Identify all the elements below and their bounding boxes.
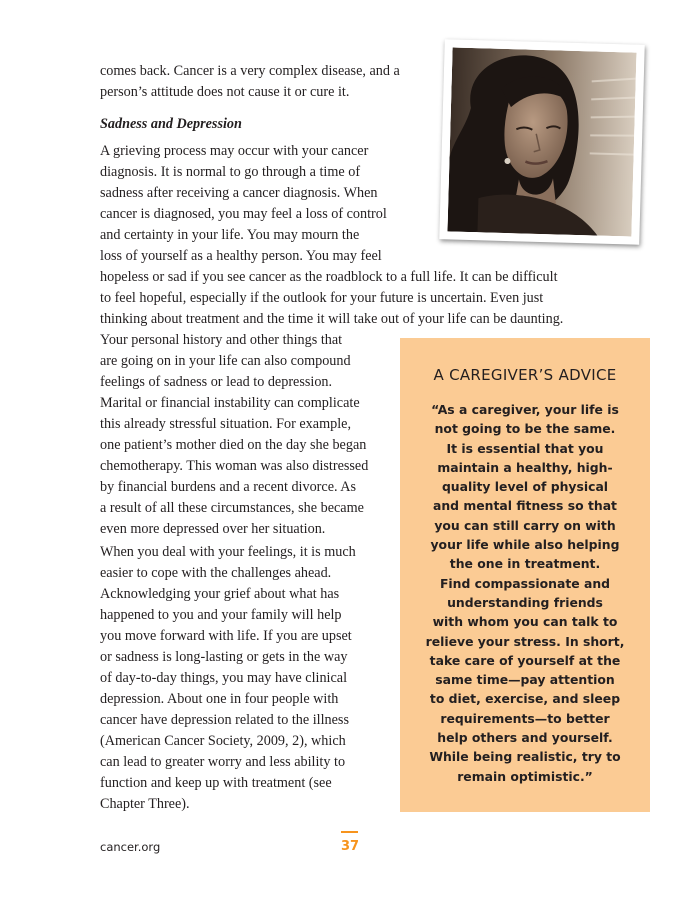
quote-line: take care of yourself at the bbox=[429, 652, 621, 668]
text-line: to feel hopeful, especially if the outlook for your future is uncertain. Even just bbox=[100, 290, 544, 306]
text-line: and certainty in your life. You may mourn the bbox=[100, 227, 360, 243]
text-line: (American Cancer Society, 2009, 2), which bbox=[100, 733, 346, 749]
text-line: can lead to greater worry and less ability to bbox=[100, 754, 346, 770]
quote-line: maintain a healthy, high- bbox=[437, 459, 613, 475]
text-line: depression. About one in four people with bbox=[100, 691, 339, 707]
quote-line: help others and yourself. bbox=[437, 730, 613, 746]
quote-line: you can still carry on with bbox=[434, 517, 616, 533]
quote-line: the one in treatment. bbox=[449, 556, 601, 572]
sidebar-title: A CAREGIVER’S ADVICE bbox=[433, 366, 617, 384]
text-line: When you deal with your feelings, it is much bbox=[100, 544, 356, 560]
quote-line: and mental fitness so that bbox=[433, 498, 617, 514]
caregiver-advice-sidebar bbox=[400, 338, 650, 812]
woman-portrait-photo bbox=[439, 39, 645, 245]
photo-image bbox=[447, 47, 636, 236]
quote-line: same time—pay attention bbox=[435, 672, 615, 688]
text-line: loss of yourself as a healthy person. You may feel bbox=[100, 248, 382, 264]
quote-line: with whom you can talk to bbox=[432, 614, 618, 630]
footer-website: cancer.org bbox=[100, 840, 161, 854]
page-number-rule bbox=[341, 831, 358, 833]
text-line: a result of all these circumstances, she became bbox=[100, 500, 364, 516]
text-line: A grieving process may occur with your cancer bbox=[100, 143, 369, 159]
quote-line: not going to be the same. bbox=[434, 421, 616, 437]
text-line: easier to cope with the challenges ahead. bbox=[100, 565, 332, 581]
text-line: even more depressed over her situation. bbox=[100, 521, 326, 537]
quote-line: “As a caregiver, your life is bbox=[431, 402, 619, 417]
text-line: cancer is diagnosed, you may feel a loss of control bbox=[100, 206, 387, 222]
quote-line: While being realistic, try to bbox=[429, 749, 621, 765]
section-heading: Sadness and Depression bbox=[100, 116, 242, 132]
text-line: comes back. Cancer is a very complex disease, and a bbox=[100, 63, 400, 79]
quote-line: Find compassionate and bbox=[439, 575, 611, 591]
text-line: happened to you and your family will help bbox=[100, 607, 342, 623]
intro-paragraph bbox=[100, 61, 400, 103]
quote-line: It is essential that you bbox=[446, 440, 604, 456]
text-line: sadness after receiving a cancer diagnosis. When bbox=[100, 185, 378, 201]
quote-line: understanding friends bbox=[447, 594, 603, 610]
text-line: Acknowledging your grief about what has bbox=[100, 586, 340, 602]
caregiver-quote bbox=[400, 400, 650, 786]
quote-line: relieve your stress. In short, bbox=[425, 633, 625, 649]
text-line: of day-to-day things, you may have clinical bbox=[100, 670, 348, 686]
text-line: Marital or financial instability can complicate bbox=[100, 395, 360, 411]
quote-line: requirements—to better bbox=[440, 710, 610, 726]
quote-line: your life while also helping bbox=[430, 537, 620, 553]
text-line: cancer have depression related to the illness bbox=[100, 712, 349, 728]
text-line: Your personal history and other things that bbox=[100, 332, 343, 348]
quote-line: quality level of physical bbox=[441, 479, 609, 495]
text-line: feelings of sadness or lead to depression. bbox=[100, 374, 333, 390]
text-line: by financial burdens and a recent divorce. As bbox=[100, 479, 357, 495]
paragraph-coping bbox=[100, 542, 356, 815]
text-line: this already stressful situation. For example, bbox=[100, 416, 351, 432]
page-number: 37 bbox=[341, 839, 360, 854]
text-line: Chapter Three). bbox=[100, 796, 190, 812]
text-line: one patient’s mother died on the day she began bbox=[100, 437, 367, 453]
text-line: function and keep up with treatment (see bbox=[100, 775, 332, 791]
quote-line: to diet, exercise, and sleep bbox=[429, 691, 621, 707]
text-line: are going on in your life can also compound bbox=[100, 353, 351, 369]
text-line: you move forward with life. If you are upset bbox=[100, 628, 352, 644]
text-line: diagnosis. It is normal to go through a time of bbox=[100, 164, 361, 180]
text-line: or sadness is long-lasting or gets in the way bbox=[100, 649, 348, 665]
text-line: hopeless or sad if you see cancer as the roadblock to a full life. It can be difficult bbox=[100, 269, 558, 285]
text-line: thinking about treatment and the time it will take out of your life can be daunting. bbox=[100, 311, 564, 327]
text-line: person’s attitude does not cause it or cure it. bbox=[100, 84, 350, 100]
quote-line: remain optimistic.” bbox=[457, 768, 593, 784]
text-line: chemotherapy. This woman was also distressed bbox=[100, 458, 369, 474]
